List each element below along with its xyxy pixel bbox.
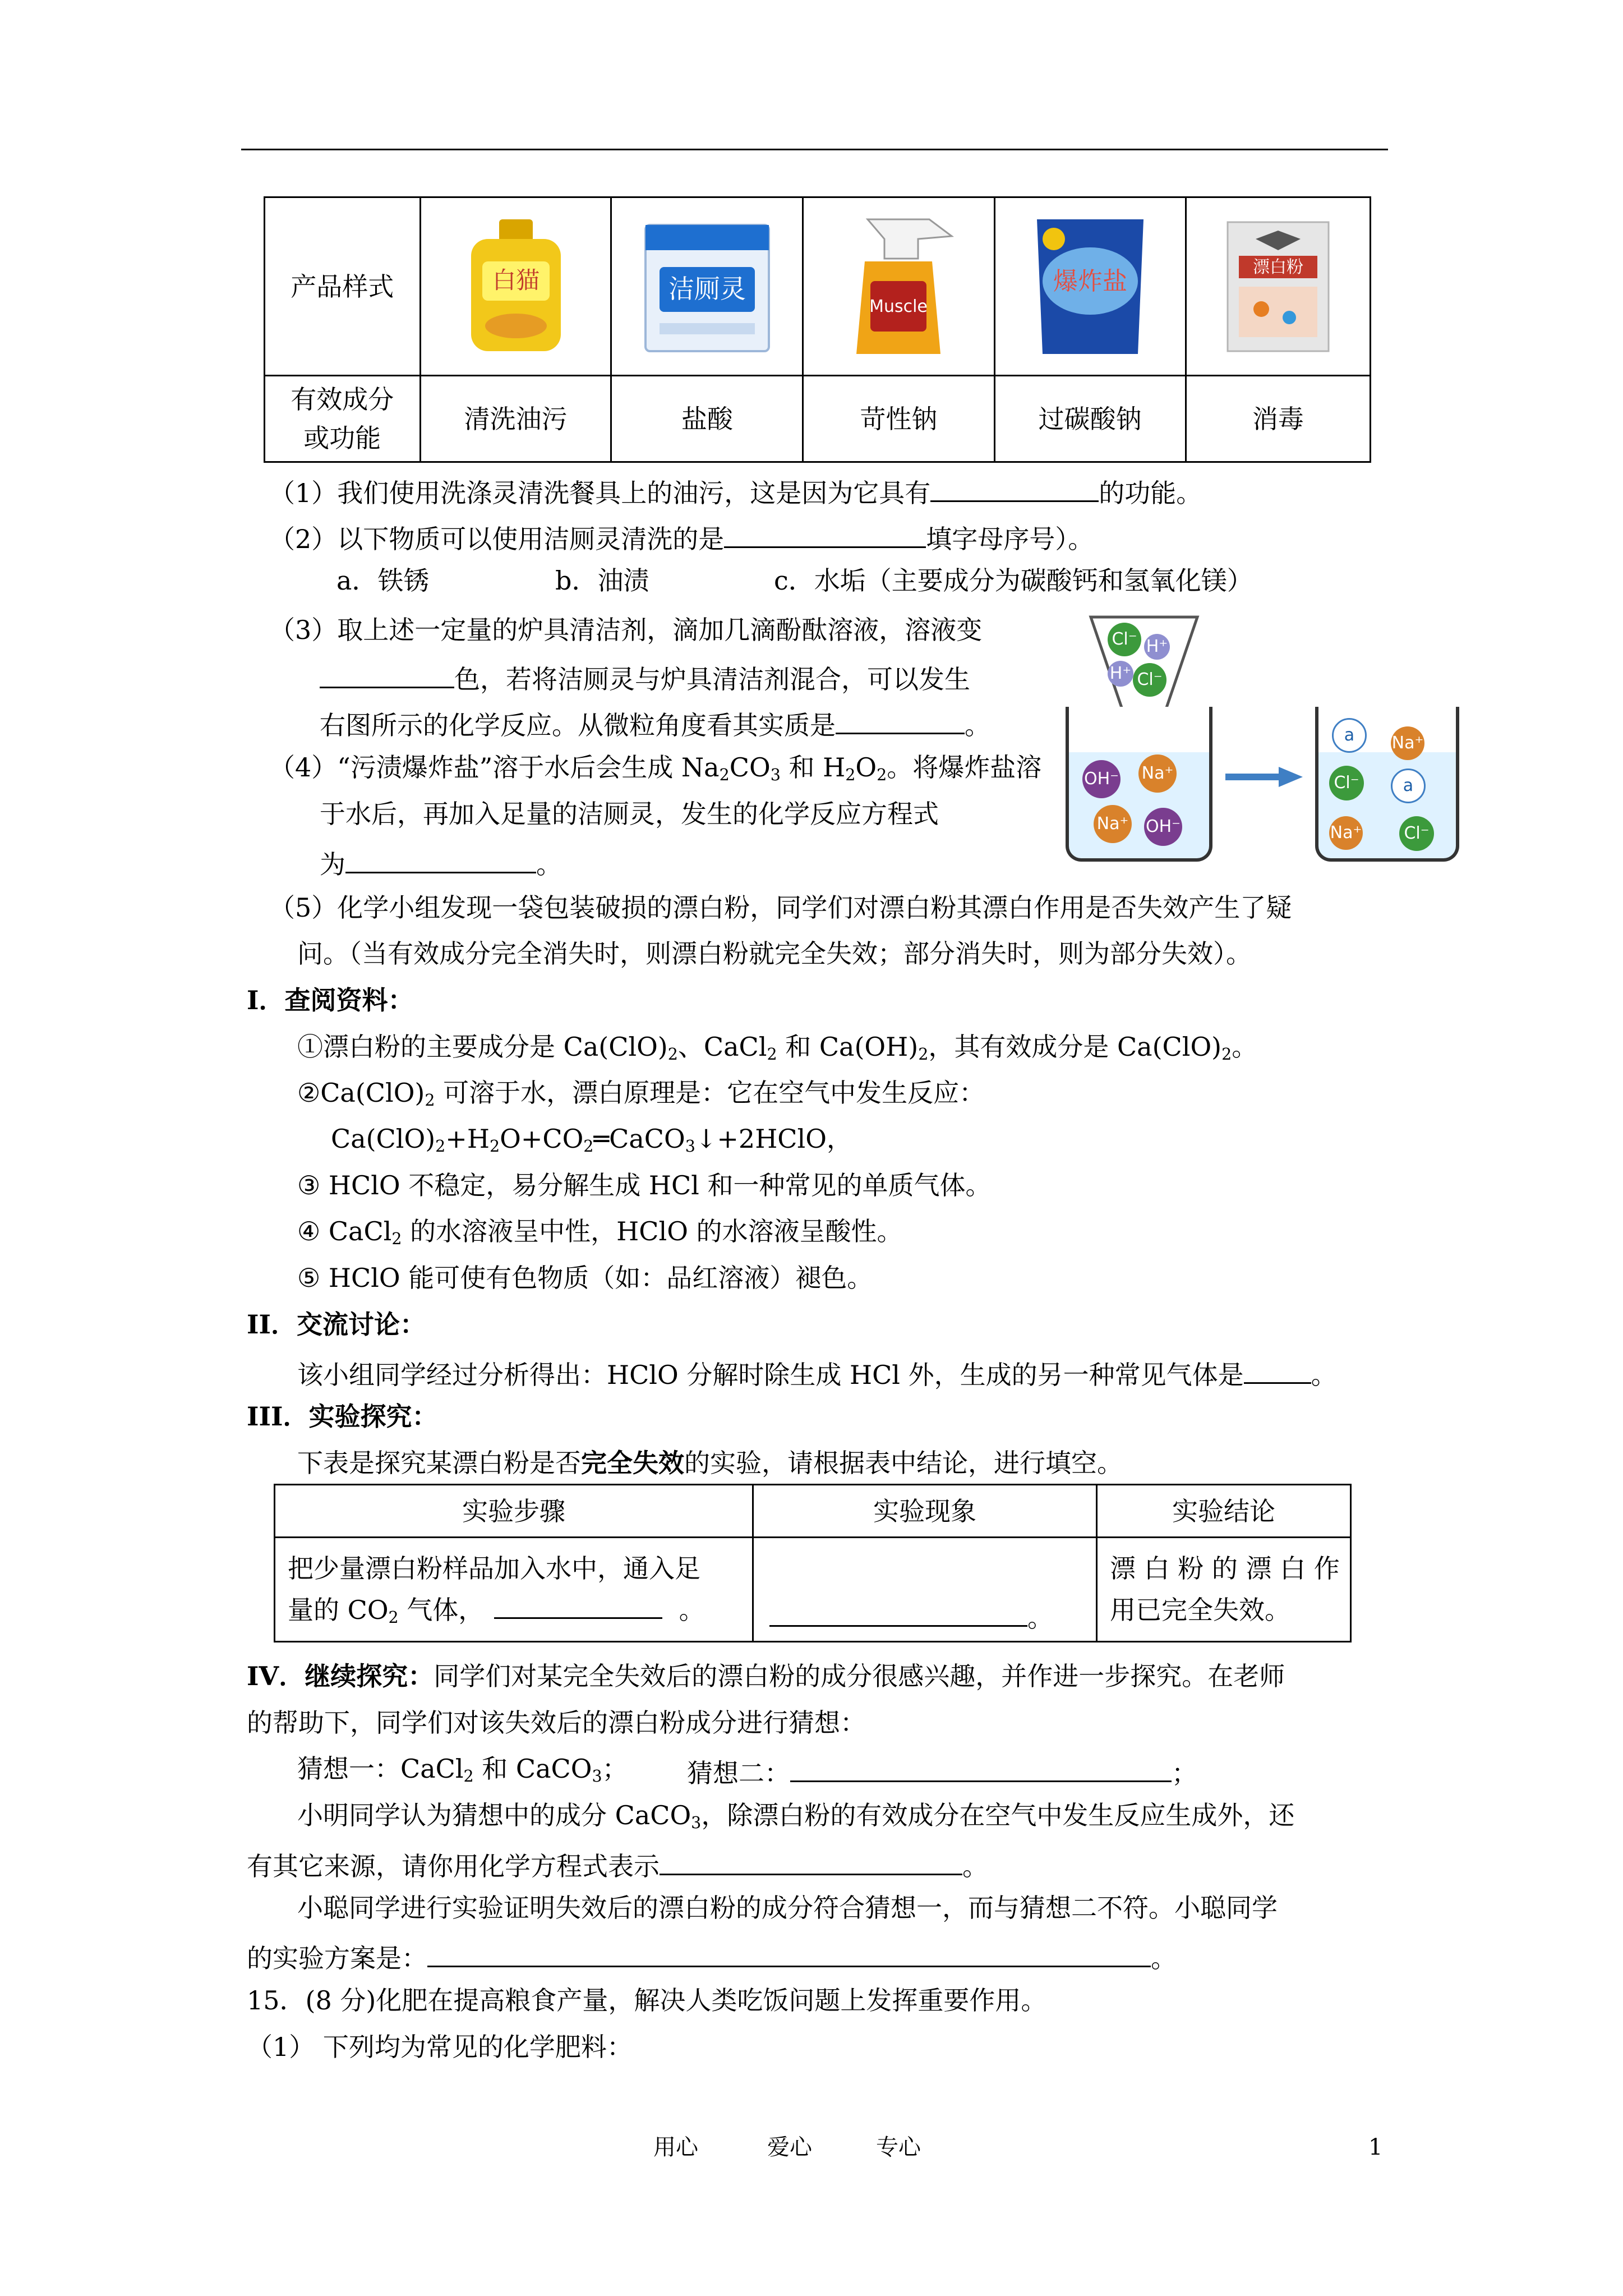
- reaction-figure: [1066, 611, 1458, 869]
- svg-text:洁厕灵: 洁厕灵: [668, 273, 746, 304]
- s1-eq-e: ↓+2HClO，: [695, 1124, 852, 1154]
- q1-answer-blank[interactable]: [930, 476, 1099, 502]
- s2-gas-blank[interactable]: [1244, 1358, 1311, 1384]
- row-label-function-line1: 有效成分: [291, 384, 394, 415]
- s4-guess2-blank[interactable]: [790, 1756, 1172, 1782]
- function-spray-cleaner: 苛性钠: [803, 376, 994, 462]
- svg-text:Muscle: Muscle: [869, 296, 928, 316]
- function-toilet-cleaner: 盐酸: [611, 376, 803, 462]
- exp-step-line2-a: 量的 CO: [288, 1594, 389, 1625]
- q2-answer-blank[interactable]: [724, 522, 926, 548]
- section1-item4: ④ CaCl$_2$ 的水溶液呈中性，HClO 的水溶液呈酸性。: [297, 1216, 903, 1249]
- q4-line1: （4）“污渍爆炸盐”溶于水后会生成 $Na_2CO_3$ 和 $H_2O_2$。将爆炸盐溶: [269, 752, 1042, 785]
- q2-option-a: a．铁锈: [336, 565, 430, 596]
- s1-item4-b: 的水溶液呈中性，HClO 的水溶液呈酸性。: [402, 1216, 903, 1246]
- s4-title-colon: ：: [408, 1661, 434, 1691]
- row-label-function-line2: 或功能: [303, 422, 381, 453]
- q4-line3-suffix: 。: [536, 849, 562, 880]
- right-ion-1: a: [1332, 718, 1367, 753]
- s2-text: 该小组同学经过分析得出：HClO 分解时除生成 HCl 外，生成的另一种常见气体是: [297, 1360, 1244, 1390]
- q3-line2-text: 色，若将洁厕灵与炉具清洁剂混合，可以发生: [454, 664, 970, 694]
- q15-line2: （1） 下列均为常见的化学肥料：: [247, 2032, 633, 2062]
- section1-equation: $Ca(ClO)_2+H_2O+CO_2═CaCO_3↓+2HClO$，: [331, 1124, 852, 1156]
- q3-color-blank[interactable]: [320, 662, 454, 688]
- right-ion-4: a: [1391, 769, 1426, 803]
- exp-phenomenon-end: 。: [1027, 1603, 1053, 1633]
- section1-item1: ①漂白粉的主要成分是 $Ca(ClO)_2$、CaCl$_2$ 和 $Ca(OH)_2$，其有效成分是 $Ca(ClO)_2$。: [297, 1032, 1258, 1064]
- s4-xc-line2-suffix: 。: [1151, 1943, 1177, 1973]
- section4-line1: [247, 1663, 1285, 1689]
- s4-xm-line2-suffix: 。: [962, 1851, 988, 1881]
- svg-text:爆炸盐: 爆炸盐: [1053, 266, 1127, 296]
- s1-item1-d: ，其有效成分是 Ca(ClO): [928, 1032, 1222, 1062]
- s1-item1-c: 和 Ca(OH): [777, 1032, 919, 1062]
- section1-item3: ③ HClO 不稳定，易分解生成 HCl 和一种常见的单质气体。: [297, 1170, 992, 1200]
- right-ion-5: Na⁺: [1329, 816, 1363, 850]
- section4-line2: 的帮助下，同学们对该失效后的漂白粉成分进行猜想：: [247, 1708, 866, 1738]
- section1-item2: $②Ca(ClO)_2$ 可溶于水，漂白原理是：它在空气中发生反应：: [297, 1078, 985, 1110]
- q4-line2: 于水后，再加入足量的洁厕灵，发生的化学反应方程式: [320, 799, 939, 829]
- q3-line3-text: 右图所示的化学反应。从微粒角度看其实质是: [320, 710, 836, 740]
- row-label-style: 产品样式: [265, 197, 421, 376]
- footer-motto-3: 专心: [876, 2134, 921, 2160]
- q5-line1: （5）化学小组发现一袋包装破损的漂白粉，同学们对漂白粉其漂白作用是否失效产生了疑: [269, 892, 1292, 923]
- s4-line1-rest: 同学们对某完全失效后的漂白粉的成分很感兴趣，并作进一步探究。在老师: [434, 1661, 1285, 1691]
- exp-conclusion-line1: 漂 白 粉 的 漂 白 作: [1110, 1553, 1340, 1584]
- exp-header-phenomenon: 实验现象: [753, 1485, 1097, 1538]
- s4-xc-line2-text: 的实验方案是：: [247, 1943, 427, 1973]
- section4-guess2: [687, 1756, 1197, 1786]
- function-stain-remover: 过碳酸钠: [994, 376, 1186, 462]
- section4-xc-line2: [247, 1941, 1177, 1971]
- product-cell-detergent: [420, 197, 611, 376]
- q4-text-d: O: [855, 752, 877, 783]
- product-table: [264, 196, 1371, 463]
- bleach-powder-bag-icon: [1222, 217, 1334, 357]
- q15-line1: 15．(8 分)化肥在提高粮食产量，解决人类吃饭问题上发挥重要作用。: [247, 1985, 1047, 2016]
- q3-line1: （3）取上述一定量的炉具清洁剂，滴加几滴酚酞溶液，溶液变: [269, 615, 983, 645]
- s1-item1-e: 。: [1232, 1032, 1258, 1062]
- section4-guess1: 猜想一：CaCl$_2$ 和 CaCO$_3$；: [297, 1754, 628, 1786]
- q4-text-e: 。将爆炸盐溶: [887, 752, 1042, 783]
- right-ion-3: Cl⁻: [1329, 766, 1364, 800]
- reaction-arrow-icon: [1225, 766, 1304, 788]
- exp-step-line1: 把少量漂白粉样品加入水中，通入足: [288, 1553, 700, 1584]
- section4-xc-line1: 小聪同学进行实验证明失效后的漂白粉的成分符合猜想一，而与猜想二不符。小聪同学: [297, 1893, 1278, 1923]
- s1-item2-a: ②Ca(ClO): [297, 1078, 425, 1108]
- dropper-ion-3: H⁺: [1108, 661, 1133, 687]
- function-detergent: 清洗油污: [420, 376, 611, 462]
- toilet-cleaner-bottle-icon: [637, 217, 777, 357]
- svg-text:漂白粉: 漂白粉: [1252, 257, 1303, 277]
- exp-step-line2-b: 气体，: [398, 1594, 485, 1625]
- function-bleach-powder: 消毒: [1186, 376, 1370, 462]
- right-ion-2: Na⁺: [1391, 726, 1424, 760]
- s3-intro-bold: 完全失效: [581, 1448, 684, 1478]
- s1-eq-b: +H: [445, 1124, 490, 1154]
- q3-line3-suffix: 。: [965, 710, 990, 740]
- stain-remover-bag-icon: [1026, 214, 1155, 360]
- exp-header-conclusion: 实验结论: [1097, 1485, 1351, 1538]
- s1-eq-a: Ca(ClO): [331, 1124, 436, 1154]
- section3-intro: [297, 1450, 1123, 1476]
- detergent-bottle-icon: [460, 217, 572, 357]
- product-cell-stain-remover: [994, 197, 1186, 376]
- spray-bottle-icon: [834, 214, 963, 360]
- s4-guess2-suffix: ；: [1172, 1758, 1197, 1788]
- section1-item5: ⑤ HClO 能可使有色物质（如：品红溶液）褪色。: [297, 1263, 873, 1293]
- s4-guess1-b: 和 CaCO: [473, 1754, 592, 1784]
- q5-line2: 问。（当有效成分完全消失时，则漂白粉就完全失效；部分消失时，则为部分失效）。: [297, 938, 1252, 969]
- svg-text:白猫: 白猫: [492, 266, 540, 294]
- product-cell-toilet-cleaner: [611, 197, 803, 376]
- q1-line: [269, 476, 1202, 506]
- s4-guess1-a: 猜想一：CaCl: [297, 1754, 464, 1784]
- footer-motto-2: 爱心: [767, 2134, 812, 2160]
- exp-phenomenon-cell: [753, 1538, 1097, 1642]
- s4-xm-a: 小明同学认为猜想中的成分 CaCO: [297, 1800, 691, 1830]
- section2-title: II．交流讨论：: [247, 1309, 426, 1340]
- exp-step-blank[interactable]: [494, 1593, 662, 1619]
- s3-intro-a: 下表是探究某漂白粉是否: [297, 1448, 581, 1478]
- q4-text-a: （4）“污渍爆炸盐”溶于水后会生成 Na: [269, 752, 720, 783]
- q2-line: [269, 522, 1094, 552]
- s4-xc-plan-blank[interactable]: [427, 1941, 1151, 1967]
- section3-title: III．实验探究：: [247, 1401, 438, 1432]
- q4-text-b: CO: [729, 752, 771, 783]
- q2-option-c: c．水垢（主要成分为碳酸钙和氢氧化镁）: [774, 565, 1253, 596]
- exp-step-cell: 把少量漂白粉样品加入水中，通入足 量的 $CO_2$ 气体， 。: [275, 1538, 753, 1642]
- exp-step-end: 。: [679, 1594, 705, 1625]
- s4-guess1-c: ；: [602, 1754, 628, 1784]
- q4-equation-blank[interactable]: [345, 847, 536, 873]
- right-ion-6: Cl⁻: [1399, 816, 1434, 851]
- left-ion-4: OH⁻: [1144, 808, 1182, 846]
- page-number: 1: [1368, 2134, 1383, 2160]
- s1-item4-a: ④ CaCl: [297, 1216, 392, 1246]
- exp-phenomenon-blank[interactable]: [769, 1600, 1027, 1627]
- dropper-ion-2: H⁺: [1144, 634, 1170, 660]
- s1-item2-b: 可溶于水，漂白原理是：它在空气中发生反应：: [435, 1078, 985, 1108]
- product-cell-spray-cleaner: [803, 197, 994, 376]
- s1-eq-c: O+CO: [500, 1124, 584, 1154]
- exp-conclusion-cell: [1097, 1538, 1351, 1642]
- q3-essence-blank[interactable]: [836, 708, 965, 734]
- section4-xm-line2: [247, 1849, 988, 1879]
- s1-item1-a: ①漂白粉的主要成分是 Ca(ClO): [297, 1032, 668, 1062]
- header-rule: [241, 149, 1388, 150]
- s2-suffix: 。: [1311, 1360, 1337, 1390]
- dropper-ion-4: Cl⁻: [1133, 663, 1166, 697]
- q1-suffix: 的功能。: [1099, 478, 1202, 508]
- q1-text: （1）我们使用洗涤灵清洗餐具上的油污，这是因为它具有: [269, 478, 931, 508]
- experiment-table: [274, 1484, 1352, 1642]
- left-ion-2: Na⁺: [1138, 754, 1177, 793]
- section1-title: I．查阅资料：: [247, 985, 414, 1015]
- left-ion-1: OH⁻: [1082, 760, 1121, 798]
- s4-title: IV．继续探究: [247, 1661, 408, 1691]
- q4-line3-text: 为: [320, 849, 345, 880]
- s1-item1-b: 、CaCl: [677, 1032, 767, 1062]
- left-ion-3: Na⁺: [1094, 805, 1132, 843]
- q2-text: （2）以下物质可以使用洁厕灵清洗的是: [269, 524, 725, 554]
- s1-eq-d: ═CaCO: [593, 1124, 685, 1154]
- exp-conclusion-line2: 用已完全失效。: [1110, 1594, 1290, 1625]
- q3-line2: [320, 662, 970, 692]
- q4-line3: [320, 847, 562, 880]
- exp-header-step: 实验步骤: [275, 1485, 753, 1538]
- s3-intro-b: 的实验，请根据表中结论，进行填空。: [684, 1448, 1123, 1478]
- section4-xm-line1: 小明同学认为猜想中的成分 CaCO$_3$，除漂白粉的有效成分在空气中发生反应生成外，还: [297, 1800, 1295, 1833]
- s4-xm-b: ，除漂白粉的有效成分在空气中发生反应生成外，还: [701, 1800, 1295, 1830]
- q4-text-c: 和 H: [780, 752, 846, 783]
- q3-line3: [320, 708, 990, 738]
- q2-option-b: b．油渍: [555, 565, 649, 596]
- s4-xm-line2-text: 有其它来源，请你用化学方程式表示: [247, 1851, 660, 1881]
- section2-text: [297, 1358, 1337, 1388]
- row-label-function: [265, 376, 421, 462]
- s4-xm-equation-blank[interactable]: [660, 1849, 962, 1875]
- dropper-ion-1: Cl⁻: [1108, 623, 1141, 656]
- q2-suffix: 填字母序号）。: [926, 524, 1094, 554]
- footer-motto-1: 用心: [653, 2134, 698, 2160]
- product-cell-bleach-powder: [1186, 197, 1370, 376]
- s4-guess2-text: 猜想二：: [687, 1758, 790, 1788]
